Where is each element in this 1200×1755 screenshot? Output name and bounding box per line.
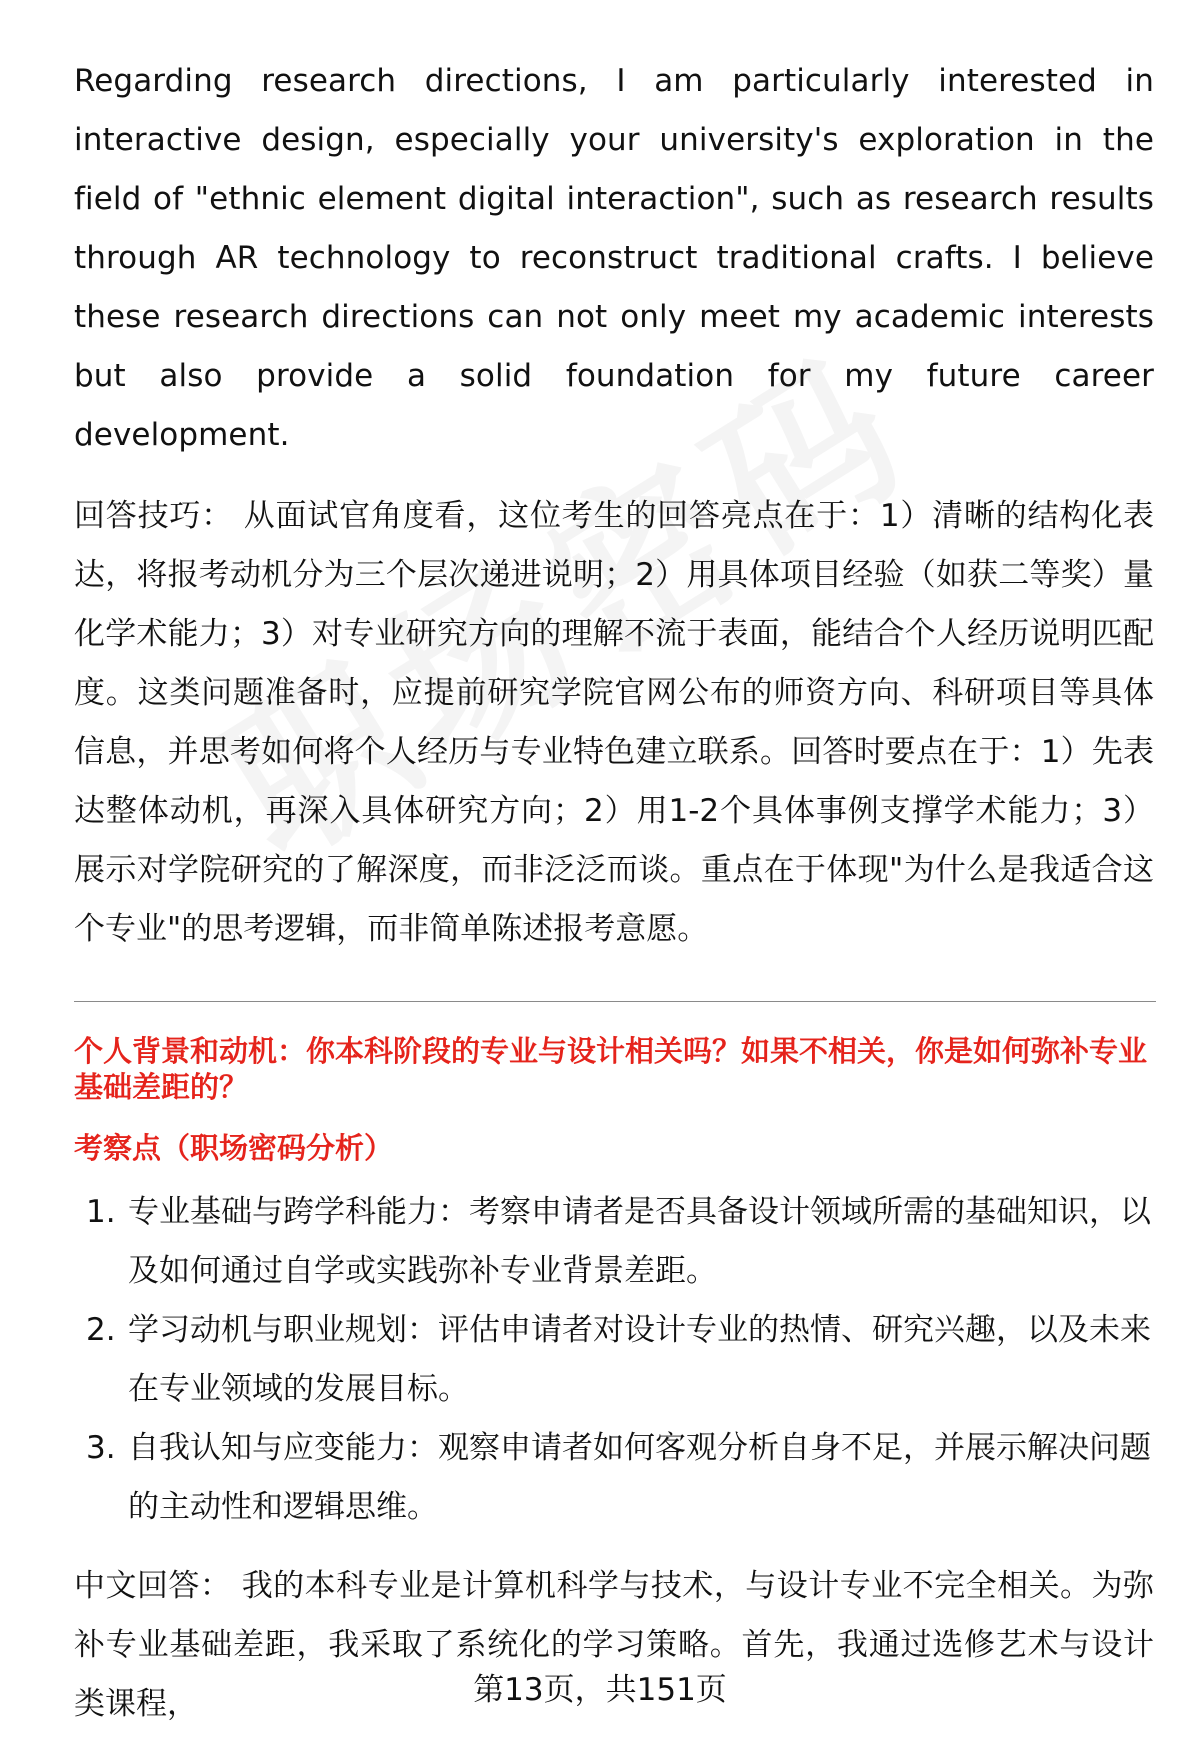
assessment-point: [74, 1301, 1154, 1419]
assessment-point-text: 自我认知与应变能力：观察申请者如何客观分析自身不足，并展示解决问题的主动性和逻辑思维。: [128, 1430, 1151, 1525]
assessment-point-text: 专业基础与跨学科能力：考察申请者是否具备设计领域所需的基础知识，以及如何通过自学或实践弥补专业背景差距。: [128, 1194, 1151, 1289]
page-number-footer: 第13页，共151页: [473, 1672, 727, 1708]
intro-paragraph: Regarding research directions, I am particularly interested in interactive design, especially your university's exploration in the field of "ethnic element digital interaction", such as research results through AR technology to reconstruct traditional crafts. I believe these research directions can not only meet my academic interests but also provide a solid foundation for my future career development.: [74, 63, 1154, 453]
assessment-points-list: [74, 1183, 1154, 1537]
assessment-point-text: 学习动机与职业规划：评估申请者对设计专业的热情、研究兴趣，以及未来在专业领域的发展目标。: [128, 1312, 1151, 1407]
list-number: 1.: [86, 1194, 116, 1230]
assessment-point: [74, 1183, 1154, 1301]
list-number: 3.: [86, 1430, 116, 1466]
interview-question: 个人背景和动机：你本科阶段的专业与设计相关吗？如果不相关，你是如何弥补专业基础差距的？: [74, 1034, 1148, 1104]
chinese-answer-paragraph: 中文回答： 我的本科专业是计算机科学与技术，与设计专业不完全相关。为弥补专业基础差距，我采取了系统化的学习策略。首先，我通过选修艺术与设计类课程，: [74, 1568, 1154, 1722]
assessment-heading: 考察点（职场密码分析）: [74, 1131, 394, 1165]
assessment-point: [74, 1419, 1154, 1537]
list-number: 2.: [86, 1312, 116, 1348]
page-content: [74, 52, 1154, 1734]
answer-tips-paragraph: 回答技巧： 从面试官角度看，这位考生的回答亮点在于：1）清晰的结构化表达，将报考动机分为三个层次递进说明；2）用具体项目经验（如获二等奖）量化学术能力；3）对专业研究方向的理解不流于表面，能结合个人经历说明匹配度。这类问题准备时，应提前研究学院官网公布的师资方向、科研项目等具体信息，并思考如何将个人经历与专业特色建立联系。回答时要点在于：1）先表达整体动机，再深入具体研究方向；2）用1-2个具体事例支撑学术能力；3）展示对学院研究的了解深度，而非泛泛而谈。重点在于体现"为什么是我适合这个专业"的思考逻辑，而非简单陈述报考意愿。: [74, 498, 1154, 947]
section-divider: [74, 1001, 1156, 1002]
